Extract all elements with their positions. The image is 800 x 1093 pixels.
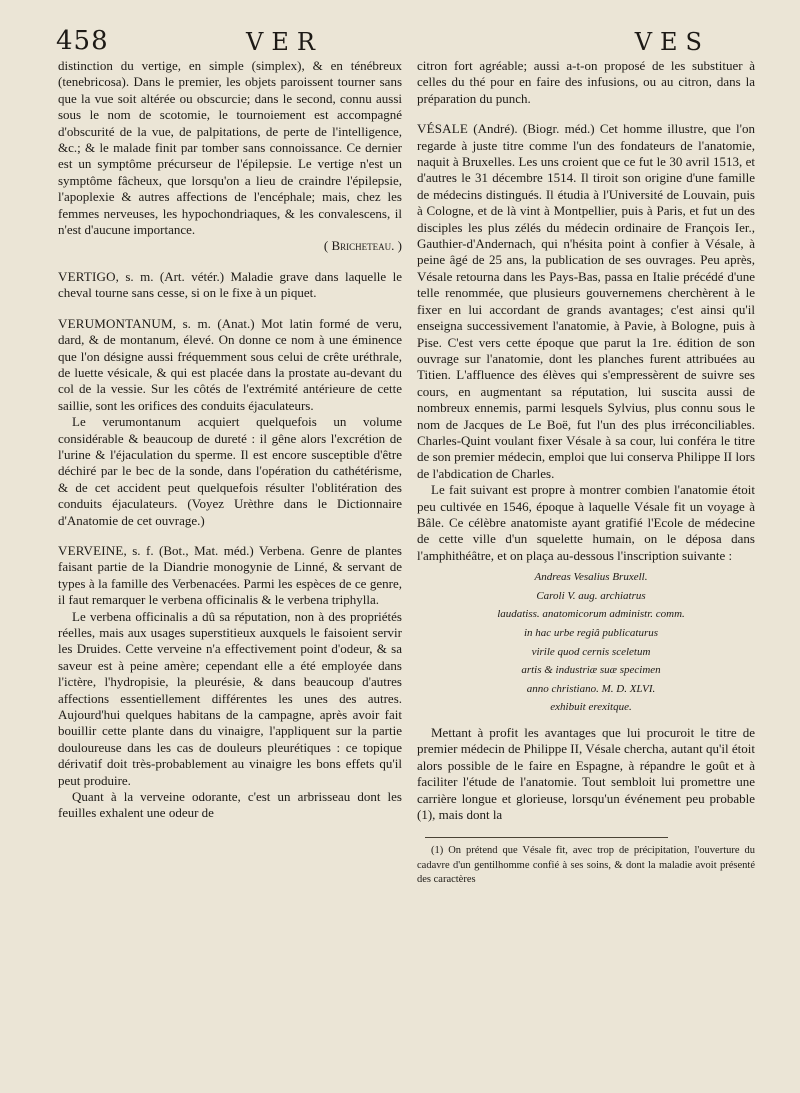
verveine-definition: , s. f. (Bot., Mat. méd.) Verbena. Genre de plantes faisant partie de la Diandrie monogynie de Linné, & servant de types à la famille des Verbenacées. Parmi les espèces de ce genre, il faut remarquer le verbena officinalis & le verbena triphylla. bbox=[58, 542, 402, 608]
vesale-paragraph-2: Le fait suivant est propre à montrer combien l'anatomie étoit peu cultivée en 1546, époque à laquelle Vésale fit un voyage à Bâle. Ce célèbre anatomiste ayant gratifié l'Ecole de médecine de cette ville d'un squelette humain, on le déposa dans l'amphithéâtre, et on plaça au-dessous l'inscription suivante : bbox=[417, 482, 755, 563]
headword-verveine: VERVEINE bbox=[58, 542, 124, 558]
left-column bbox=[58, 58, 402, 822]
running-header bbox=[56, 22, 750, 56]
left-running-head: VER bbox=[246, 28, 323, 56]
right-running-head: VES bbox=[634, 28, 710, 56]
verveine-paragraph-2: Le verbena officinalis a dû sa réputation, non à des propriétés réelles, mais aux usages superstitieux auxquels le faisoient servir les Druides. Cette verveine n'a effectivement point d'odeur, & sa saveur est à peine amère; cependant elle a été employée dans l'ictère, l'hydropisie, la pleurésie, & dans beaucoup d'autres affections essentiellement différentes les unes des autres. Aujourd'hui quelques habitans de la campagne, après avoir fait bouillir cette plante dans du vinaigre, l'appliquent sur la partie douloureuse dans les cas de douleurs pleurétiques : ce topique dérivatif doit très-probablement au vinaigre les bons effets qu'il peut produire. bbox=[58, 608, 402, 788]
entry-verveine bbox=[58, 543, 402, 609]
latin-inscription bbox=[417, 568, 755, 717]
inscription-line: artis & industriæ suæ specimen bbox=[521, 664, 661, 677]
inscription-line: exhibuit erexitque. bbox=[550, 701, 632, 714]
inscription-line: anno christiano. M. D. XLVI. bbox=[526, 682, 656, 695]
page-number: 458 bbox=[56, 26, 109, 56]
vertige-continuation: distinction du vertige, en simple (simplex), & en ténébreux (tenebricosa). Dans le premier, les objets paroissent tourner sans que la vue soit altérée ou obscurcie; dans le second, connu aussi sous le nom de scotomie, le tournoiement est accompagné d'obscurité de la vue, de palpitations, de perte de l'intelligence, &c.; & le malade finit par tomber sans connoissance. Ce dernier est un symptôme précurseur de l'épilepsie. Le vertige n'est un symptôme fâcheux, que lorsqu'on a lieu de craindre l'épilepsie, l'apoplexie & autres affections de l'encéphale; mais, chez les femmes nerveuses, les hypochondriaques, & les convalescens, il n'est d'aucune importance. bbox=[58, 58, 402, 238]
right-column bbox=[417, 58, 755, 888]
verveine-continuation: citron fort agréable; aussi a-t-on proposé de les substituer à celles du thé pour en faire des infusions, ou au citron, dans la préparation du punch. bbox=[417, 58, 755, 106]
vertige-author: ( Bricheteau. ) bbox=[323, 238, 402, 254]
entry-verumontanum bbox=[58, 316, 402, 414]
verveine-paragraph-3: Quant à la verveine odorante, c'est un arbrisseau dont les feuilles exhalent une odeur de bbox=[58, 789, 402, 821]
vesale-biography: (André). (Biogr. méd.) Cet homme illustre, que l'on regarde à juste titre comme l'un des fondateurs de l'anatomie, naquit à Bruxelles. Les uns croient que ce fut le 30 avril 1513, et d'autres le 31 décembre 1514. Il tiroit son origine d'une famille de médecins distingués. Il étudia à l'Université de Louvain, puis à Cologne, et de là vint à Montpellier, puis à Paris, et fut un des disciples les plus zélés du médecin ordinaire de François Ier., Gauthier-d'Andernach, qui n'hésita point à confier à Vésale, à peine âgé de 25 ans, la publication de ses ouvrages. Peu après, Vésale retourna dans les Pays-Bas, passa en Italie précédé d'une telle renommée, que plusieurs gouvernemens cherchèrent à le fixer en lui accordant de grands avantages; c'est ainsi qu'il enseigna successivement l'anatomie, à Pavie, à Bologne, puis à Pise. C'est vers cette époque que parut la 1re. édition de son ouvrage sur l'anatomie, dont les planches furent attribuées au Titien. L'affluence des élèves qui s'empressèrent de suivre ses cours, en augmentant sa réputation, lui suscita aussi de nombreux ennemis, parmi lesquels Sylvius, plus connu sous le nom de Jacques de Le Boë, fut l'un des plus irréconciliables. Charles-Quint voulant fixer Vésale à sa cour, lui conféra le titre de son premier médecin, emploi que lui conserva Philippe II lors de l'abdication de Charles. bbox=[417, 121, 755, 481]
headword-verumontanum: VERUMONTANUM bbox=[58, 315, 173, 331]
headword-vertigo: VERTIGO bbox=[58, 268, 116, 284]
verumontanum-definition: , s. m. (Anat.) Mot latin formé de veru, dard, & de montanum, élevé. On donne ce nom à une éminence que l'on désigne aussi fréquemment sous celui de crête uréthrale, de luette vésicale, & qui est placée dans la prostate au-devant du col de la vessie. Sur les côtés de l'extrémité antérieure de cette saillie, sont les orifices des conduits éjaculateurs. bbox=[58, 315, 402, 413]
footnote: (1) On prétend que Vésale fit, avec trop de précipitation, l'ouverture du cadavre d'un gentilhomme confié à ses soins, & dont la maladie avoit présenté des caractères bbox=[417, 845, 755, 886]
entry-vesale bbox=[417, 121, 755, 482]
vertigo-definition: , s. m. (Art. vétér.) Maladie grave dans laquelle le cheval tourne sans cesse, si on le fixe à un piquet. bbox=[58, 268, 402, 301]
footnote-divider bbox=[425, 837, 668, 838]
inscription-line: in hac urbe regiâ publicaturus bbox=[523, 626, 659, 639]
verumontanum-paragraph-2: Le verumontanum acquiert quelquefois un volume considérable & beaucoup de dureté : il gêne alors l'excrétion de l'urine & l'éjaculation du sperme. Il est encore susceptible d'être déchiré par le bec de la sonde, dans l'opération du cathétérisme, & de cet accident peut quelquefois résulter l'oblitération des conduits éjaculateurs. (Voyez Urèthre dans le Dictionnaire d'Anatomie de cet ouvrage.) bbox=[58, 414, 402, 528]
headword-vesale: VÉSALE bbox=[417, 121, 469, 137]
inscription-line: Caroli V. aug. archiatrus bbox=[536, 589, 646, 602]
vesale-paragraph-3: Mettant à profit les avantages que lui procuroit le titre de premier médecin de Philippe II, Vésale chercha, autant qu'il étoit alors possible de le faire en Espagne, à répandre le goût et à faciliter l'étude de l'anatomie. Tout sembloit lui promettre une carrière longue et glorieuse, lorsqu'un événement peu probable (1), mais dont la bbox=[417, 724, 755, 822]
inscription-line: virile quod cernis sceletum bbox=[531, 645, 651, 658]
inscription-line: laudatiss. anatomicorum administr. comm. bbox=[497, 608, 685, 621]
inscription-line: Andreas Vesalius Bruxell. bbox=[534, 571, 648, 584]
entry-vertigo bbox=[58, 269, 402, 302]
